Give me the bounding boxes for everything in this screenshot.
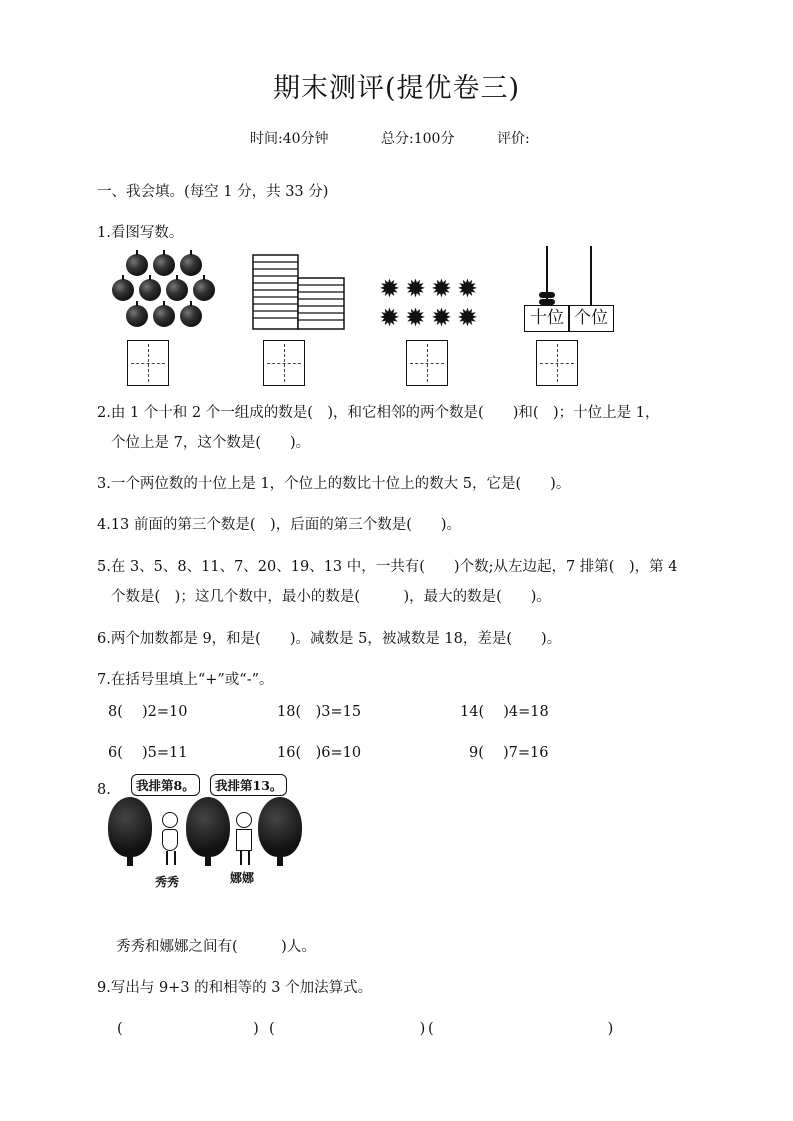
equation-item: 16( )6=10 [277,745,362,761]
equation-item: 14( )4=18 [460,704,549,720]
question-1: 1.看图写数。 [97,225,184,241]
answer-box-flowers[interactable] [406,340,448,386]
answer-blank-2[interactable]: ( ) [269,1021,426,1037]
question-8-text: 秀秀和娜娜之间有( )人。 [116,939,316,955]
section-heading: 一、我会填。(每空 1 分，共 33 分) [97,184,329,200]
answer-box-abacus[interactable] [536,340,578,386]
equation-item: 18( )3=15 [277,704,362,720]
speech-bubble-xiuxiu: 我排第8。 [131,774,200,796]
question-5-line1: 5.在 3、5、8、11、7、20、19、13 中，一共有( )个数;从左边起，7 排第( )，第 4 [97,559,678,575]
total-score-label: 总分:100分 [381,131,455,147]
name-xiuxiu: 秀秀 [155,875,180,889]
question-7: 7.在括号里填上“+”或“-”。 [97,672,274,688]
speech-bubble-nana: 我排第13。 [210,774,287,796]
ten-sticks-picture [252,254,346,330]
equation-item: 9( )7=16 [469,745,549,761]
equation-item: 8( )2=10 [108,704,188,720]
page-title: 期末测评(提优卷三) [272,73,521,104]
abacus-tens-label: 十位 [530,308,564,328]
answer-blank-1[interactable]: ( ) [117,1021,259,1037]
rating-label: 评价: [497,131,530,147]
answer-box-apples[interactable] [127,340,169,386]
time-label: 时间:40分钟 [250,131,329,147]
name-nana: 娜娜 [230,871,255,885]
answer-box-sticks[interactable] [263,340,305,386]
answer-blank-3[interactable]: ( ) [428,1021,614,1037]
question-3: 3.一个两位数的十位上是 1，个位上的数比十位上的数大 5，它是( )。 [97,476,571,492]
question-8-number: 8. [97,782,111,798]
question-9: 9.写出与 9+3 的和相等的 3 个加法算式。 [97,980,373,996]
question-2-line2: 个位上是 7，这个数是( )。 [111,435,311,451]
question-2-line1: 2.由 1 个十和 2 个一组成的数是( )，和它相邻的两个数是( )和( )；十位上是 1， [97,405,660,421]
abacus-ones-label: 个位 [574,308,608,328]
question-5-line2: 个数是( )；这几个数中，最小的数是( )，最大的数是( )。 [111,589,551,605]
question-6: 6.两个加数都是 9，和是( )。减数是 5，被减数是 18，差是( )。 [97,631,562,647]
equation-item: 6( )5=11 [108,745,188,761]
question-4: 4.13 前面的第三个数是( )，后面的第三个数是( )。 [97,517,462,533]
